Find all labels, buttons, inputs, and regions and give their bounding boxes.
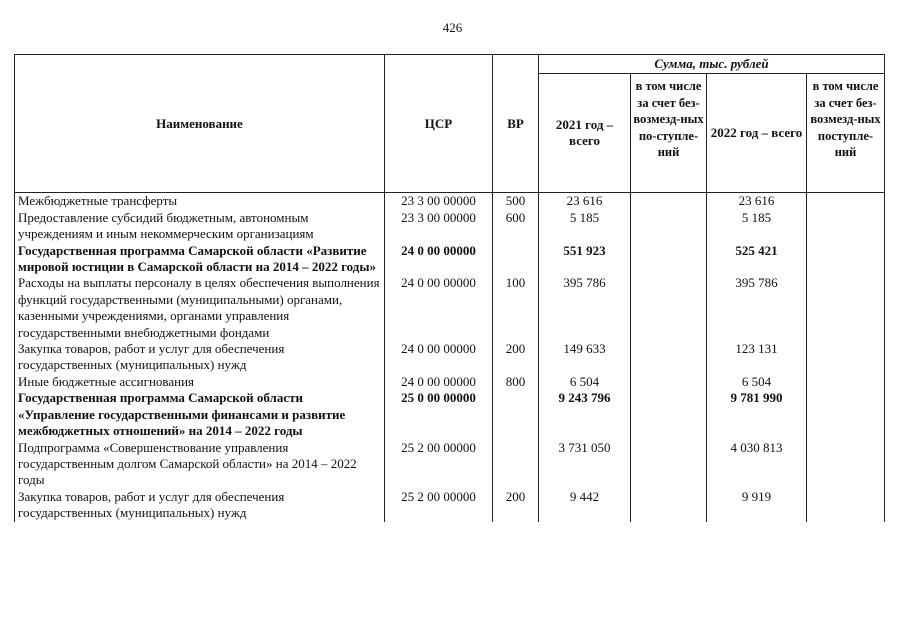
row-csr: 24 0 00 00000 <box>385 275 493 341</box>
row-csr: 24 0 00 00000 <box>385 243 493 276</box>
header-csr: ЦСР <box>385 55 493 193</box>
header-sum: Сумма, тыс. рублей <box>539 55 885 74</box>
header-name: Наименование <box>15 55 385 193</box>
row-2022-total: 5 185 <box>707 210 807 243</box>
row-2021-grants <box>631 193 707 210</box>
row-2021-grants <box>631 243 707 276</box>
row-2021-grants <box>631 440 707 489</box>
row-2022-grants <box>807 275 885 341</box>
row-2022-total: 4 030 813 <box>707 440 807 489</box>
row-2021-total: 5 185 <box>539 210 631 243</box>
table-row <box>15 440 885 489</box>
row-csr: 25 2 00 00000 <box>385 440 493 489</box>
row-2022-grants <box>807 489 885 522</box>
row-vr: 100 <box>493 275 539 341</box>
row-name: Государственная программа Самарской области «Управление государственными финансами и развитие межбюджетных отношений» на 2014 – 2022 годы <box>15 390 385 439</box>
page-number: 426 <box>442 20 463 35</box>
row-2022-grants <box>807 440 885 489</box>
header-2022-total: 2022 год – всего <box>707 74 807 193</box>
row-name: Закупка товаров, работ и услуг для обеспечения государственных (муниципальных) нужд <box>15 489 385 522</box>
row-csr: 23 3 00 00000 <box>385 193 493 210</box>
row-2022-grants <box>807 341 885 374</box>
row-2021-total: 149 633 <box>539 341 631 374</box>
row-name: Предоставление субсидий бюджетным, автономным учреждениям и иным некоммерческим организациям <box>15 210 385 243</box>
row-2021-total: 3 731 050 <box>539 440 631 489</box>
row-2022-grants <box>807 210 885 243</box>
row-2021-grants <box>631 489 707 522</box>
row-2022-total: 525 421 <box>707 243 807 276</box>
row-2021-total: 395 786 <box>539 275 631 341</box>
row-2021-total: 9 243 796 <box>539 390 631 439</box>
table-row <box>15 489 885 522</box>
table-row <box>15 374 885 390</box>
table-row <box>15 275 885 341</box>
table-row <box>15 341 885 374</box>
row-2021-grants <box>631 390 707 439</box>
row-2022-total: 395 786 <box>707 275 807 341</box>
table-body <box>15 193 885 522</box>
row-2021-grants <box>631 275 707 341</box>
row-2022-grants <box>807 193 885 210</box>
row-2021-total: 551 923 <box>539 243 631 276</box>
header-2021-grants: в том числе за счет без-возмезд-ных по-ступле-ний <box>631 74 707 193</box>
budget-table <box>14 54 885 522</box>
table-header <box>15 55 885 193</box>
row-2021-grants <box>631 374 707 390</box>
header-2021-total: 2021 год – всего <box>539 74 631 193</box>
row-name: Иные бюджетные ассигнования <box>15 374 385 390</box>
row-2021-total: 23 616 <box>539 193 631 210</box>
table-row <box>15 390 885 439</box>
row-csr: 24 0 00 00000 <box>385 341 493 374</box>
table-row <box>15 210 885 243</box>
row-2021-grants <box>631 341 707 374</box>
row-2022-total: 9 919 <box>707 489 807 522</box>
row-name: Подпрограмма «Совершенствование управления государственным долгом Самарской области» на 2014 – 2022 годы <box>15 440 385 489</box>
row-2022-grants <box>807 374 885 390</box>
row-2021-grants <box>631 210 707 243</box>
row-name: Государственная программа Самарской области «Развитие мировой юстиции в Самарской области на 2014 – 2022 годы» <box>15 243 385 276</box>
row-2022-total: 23 616 <box>707 193 807 210</box>
row-2022-grants <box>807 243 885 276</box>
row-vr: 500 <box>493 193 539 210</box>
row-2021-total: 9 442 <box>539 489 631 522</box>
row-vr: 200 <box>493 341 539 374</box>
row-csr: 23 3 00 00000 <box>385 210 493 243</box>
row-csr: 25 2 00 00000 <box>385 489 493 522</box>
table-row <box>15 193 885 210</box>
row-name: Закупка товаров, работ и услуг для обеспечения государственных (муниципальных) нужд <box>15 341 385 374</box>
row-vr: 200 <box>493 489 539 522</box>
table-row <box>15 243 885 276</box>
row-2022-total: 123 131 <box>707 341 807 374</box>
row-csr: 25 0 00 00000 <box>385 390 493 439</box>
row-2022-grants <box>807 390 885 439</box>
row-2022-total: 9 781 990 <box>707 390 807 439</box>
row-csr: 24 0 00 00000 <box>385 374 493 390</box>
row-name: Межбюджетные трансферты <box>15 193 385 210</box>
row-2022-total: 6 504 <box>707 374 807 390</box>
row-name: Расходы на выплаты персоналу в целях обеспечения выполнения функций государственными (муниципальными) органами, казенными учреждениями, органами управления государственными внебюджетными фондами <box>15 275 385 341</box>
row-vr: 600 <box>493 210 539 243</box>
row-vr <box>493 390 539 439</box>
row-2021-total: 6 504 <box>539 374 631 390</box>
row-vr <box>493 440 539 489</box>
header-2022-grants: в том числе за счет без-возмезд-ных поступле-ний <box>807 74 885 193</box>
header-vr: ВР <box>493 55 539 193</box>
row-vr <box>493 243 539 276</box>
row-vr: 800 <box>493 374 539 390</box>
